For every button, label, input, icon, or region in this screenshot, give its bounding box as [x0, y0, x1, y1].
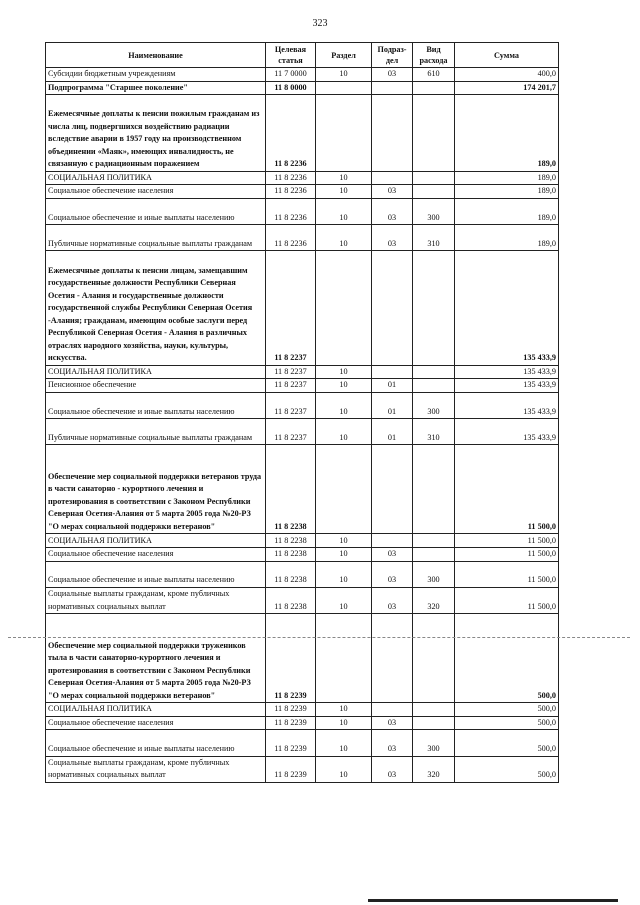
cell-summa: 11 500,0 [455, 587, 559, 613]
cell-vid [413, 171, 455, 185]
col-header-summa: Сумма [455, 43, 559, 68]
cell-vid: 310 [413, 419, 455, 445]
cell-code: 11 8 0000 [266, 81, 316, 95]
cell-summa: 500,0 [455, 614, 559, 703]
cell-code: 11 8 2236 [266, 185, 316, 199]
cell-podrazdel: 03 [372, 756, 413, 782]
cell-razdel: 10 [316, 730, 372, 756]
cell-code: 11 8 2239 [266, 614, 316, 703]
cell-code: 11 8 2238 [266, 548, 316, 562]
cell-summa: 500,0 [455, 716, 559, 730]
cell-summa: 500,0 [455, 756, 559, 782]
cell-razdel: 10 [316, 171, 372, 185]
cell-razdel: 10 [316, 561, 372, 587]
table-row [46, 614, 559, 703]
cell-code: 11 8 2236 [266, 95, 316, 172]
cell-podrazdel: 03 [372, 68, 413, 82]
cell-name: Социальное обеспечение населения [46, 716, 266, 730]
cell-razdel: 10 [316, 68, 372, 82]
cell-razdel: 10 [316, 756, 372, 782]
cell-podrazdel [372, 81, 413, 95]
cell-name: Ежемесячные доплаты к пенсии лицам, замещавшим государственные должности Республики Северная Осетия - Алания и государственные должности государственной службы Республики Северная Осетия -Алания; гражданам, имеющим особые заслуги перед Республикой Северная Осетия - Алания в различных отраслях народного хозяйства, науки, культуры, искусства. [46, 251, 266, 365]
cell-summa: 135 433,9 [455, 251, 559, 365]
cell-name: Социальное обеспечение и иные выплаты населению [46, 392, 266, 418]
cell-summa: 11 500,0 [455, 548, 559, 562]
cell-podrazdel [372, 95, 413, 172]
table-row [46, 198, 559, 224]
cell-vid: 300 [413, 392, 455, 418]
col-header-razdel: Раздел [316, 43, 372, 68]
cell-vid: 320 [413, 756, 455, 782]
cell-razdel: 10 [316, 419, 372, 445]
cell-summa: 135 433,9 [455, 379, 559, 393]
cell-summa: 189,0 [455, 95, 559, 172]
table-row [46, 225, 559, 251]
cell-razdel [316, 251, 372, 365]
cell-podrazdel [372, 534, 413, 548]
cell-code: 11 8 2238 [266, 587, 316, 613]
table-row [46, 548, 559, 562]
table-row [46, 379, 559, 393]
budget-table [45, 42, 559, 783]
cell-vid: 300 [413, 730, 455, 756]
cell-razdel [316, 81, 372, 95]
cell-name: Публичные нормативные социальные выплаты гражданам [46, 225, 266, 251]
cell-razdel: 10 [316, 534, 372, 548]
table-row [46, 68, 559, 82]
cell-name: СОЦИАЛЬНАЯ ПОЛИТИКА [46, 171, 266, 185]
cell-code: 11 8 2237 [266, 419, 316, 445]
cell-podrazdel: 03 [372, 587, 413, 613]
table-row [46, 365, 559, 379]
table-row [46, 703, 559, 717]
cell-name: СОЦИАЛЬНАЯ ПОЛИТИКА [46, 365, 266, 379]
cell-podrazdel [372, 171, 413, 185]
cell-podrazdel [372, 703, 413, 717]
cell-podrazdel: 03 [372, 561, 413, 587]
cell-vid [413, 445, 455, 534]
cell-summa: 189,0 [455, 171, 559, 185]
cell-vid [413, 185, 455, 199]
cell-name: СОЦИАЛЬНАЯ ПОЛИТИКА [46, 534, 266, 548]
cell-podrazdel: 01 [372, 392, 413, 418]
cell-podrazdel [372, 365, 413, 379]
cell-podrazdel [372, 251, 413, 365]
table-header-row [46, 43, 559, 68]
cell-razdel: 10 [316, 548, 372, 562]
table-row [46, 534, 559, 548]
cell-name: Социальное обеспечение населения [46, 185, 266, 199]
table-row [46, 81, 559, 95]
cell-vid [413, 534, 455, 548]
page-number: 323 [312, 18, 328, 29]
cell-razdel [316, 95, 372, 172]
cell-razdel [316, 445, 372, 534]
cell-name: Социальные выплаты гражданам, кроме публичных нормативных социальных выплат [46, 587, 266, 613]
cell-name: Субсидии бюджетным учреждениям [46, 68, 266, 82]
col-header-name: Наименование [46, 43, 266, 68]
table-row [46, 185, 559, 199]
cell-razdel: 10 [316, 587, 372, 613]
cell-podrazdel [372, 614, 413, 703]
cell-name: Социальные выплаты гражданам, кроме публичных нормативных социальных выплат [46, 756, 266, 782]
table-row [46, 716, 559, 730]
table-row [46, 171, 559, 185]
cell-razdel: 10 [316, 185, 372, 199]
cell-razdel: 10 [316, 379, 372, 393]
cell-podrazdel: 03 [372, 548, 413, 562]
cell-name: Социальное обеспечение и иные выплаты населению [46, 730, 266, 756]
cell-vid [413, 251, 455, 365]
cell-podrazdel: 01 [372, 379, 413, 393]
cell-code: 11 8 2238 [266, 534, 316, 548]
cell-name: Социальное обеспечение и иные выплаты населению [46, 198, 266, 224]
cell-podrazdel: 03 [372, 198, 413, 224]
cell-summa: 11 500,0 [455, 445, 559, 534]
cell-code: 11 8 2239 [266, 756, 316, 782]
col-header-code: Целевая статья [266, 43, 316, 68]
cell-summa: 189,0 [455, 225, 559, 251]
cell-code: 11 8 2238 [266, 445, 316, 534]
table-row [46, 756, 559, 782]
cell-code: 11 8 2236 [266, 171, 316, 185]
cell-podrazdel: 03 [372, 185, 413, 199]
cell-summa: 11 500,0 [455, 561, 559, 587]
cell-razdel: 10 [316, 365, 372, 379]
cell-summa: 135 433,9 [455, 392, 559, 418]
cell-code: 11 8 2237 [266, 365, 316, 379]
cell-vid [413, 81, 455, 95]
table-row [46, 419, 559, 445]
cell-podrazdel: 03 [372, 225, 413, 251]
cell-summa: 11 500,0 [455, 534, 559, 548]
cell-vid: 300 [413, 198, 455, 224]
cell-vid [413, 95, 455, 172]
cell-code: 11 8 2236 [266, 225, 316, 251]
cell-name: Публичные нормативные социальные выплаты гражданам [46, 419, 266, 445]
cell-razdel: 10 [316, 716, 372, 730]
cell-code: 11 8 2237 [266, 392, 316, 418]
cell-podrazdel: 01 [372, 419, 413, 445]
cell-name: Социальное обеспечение и иные выплаты населению [46, 561, 266, 587]
cell-vid [413, 379, 455, 393]
cell-vid: 310 [413, 225, 455, 251]
cell-razdel: 10 [316, 225, 372, 251]
cell-vid [413, 716, 455, 730]
cell-summa: 500,0 [455, 730, 559, 756]
cell-podrazdel: 03 [372, 716, 413, 730]
cell-vid: 320 [413, 587, 455, 613]
table-row [46, 730, 559, 756]
cell-code: 11 8 2236 [266, 198, 316, 224]
cell-vid [413, 365, 455, 379]
cell-razdel: 10 [316, 703, 372, 717]
table-row [46, 445, 559, 534]
cell-name: СОЦИАЛЬНАЯ ПОЛИТИКА [46, 703, 266, 717]
cell-vid [413, 614, 455, 703]
cell-summa: 189,0 [455, 185, 559, 199]
cell-code: 11 7 0000 [266, 68, 316, 82]
cell-summa: 400,0 [455, 68, 559, 82]
col-header-podrazdel: Подраз- дел [372, 43, 413, 68]
cell-code: 11 8 2237 [266, 379, 316, 393]
cell-name: Обеспечение мер социальной поддержки тружеников тыла в части санаторно-курортного лечения и протезирования в соответствии с Законом Республики Северная Осетия-Алания от 5 марта 2005 года №20-РЗ "О мерах социальной поддержки ветеранов" [46, 614, 266, 703]
cell-name: Подпрограмма "Старшее поколение" [46, 81, 266, 95]
table-row [46, 561, 559, 587]
cell-code: 11 8 2239 [266, 703, 316, 717]
cell-summa: 174 201,7 [455, 81, 559, 95]
cell-podrazdel: 03 [372, 730, 413, 756]
cell-summa: 135 433,9 [455, 365, 559, 379]
table-row [46, 251, 559, 365]
cell-name: Ежемесячные доплаты к пенсии пожилым гражданам из числа лиц, подвергшихся воздействию радиации вследствие аварии в 1957 году на производственном объединении «Маяк», имеющих инвалидность, не связанную с радиационным поражением [46, 95, 266, 172]
table-row [46, 95, 559, 172]
cell-code: 11 8 2237 [266, 251, 316, 365]
cell-code: 11 8 2238 [266, 561, 316, 587]
cell-podrazdel [372, 445, 413, 534]
cell-summa: 500,0 [455, 703, 559, 717]
scan-dashed-line [8, 637, 630, 638]
cell-vid [413, 548, 455, 562]
table-body [46, 68, 559, 783]
cell-vid [413, 703, 455, 717]
cell-code: 11 8 2239 [266, 716, 316, 730]
cell-code: 11 8 2239 [266, 730, 316, 756]
cell-summa: 189,0 [455, 198, 559, 224]
cell-vid: 300 [413, 561, 455, 587]
col-header-vid: Вид расхода [413, 43, 455, 68]
bottom-rule [368, 899, 618, 902]
cell-name: Пенсионное обеспечение [46, 379, 266, 393]
cell-razdel: 10 [316, 198, 372, 224]
cell-vid: 610 [413, 68, 455, 82]
table-row [46, 587, 559, 613]
table-row [46, 392, 559, 418]
cell-summa: 135 433,9 [455, 419, 559, 445]
cell-name: Социальное обеспечение населения [46, 548, 266, 562]
cell-razdel [316, 614, 372, 703]
cell-name: Обеспечение мер социальной поддержки ветеранов труда в части санаторно - курортного лечения и протезирования в соответствии с Законом Республики Северная Осетия-Алания от 5 марта 2005 года №20-РЗ "О мерах социальной поддержки ветеранов" [46, 445, 266, 534]
cell-razdel: 10 [316, 392, 372, 418]
